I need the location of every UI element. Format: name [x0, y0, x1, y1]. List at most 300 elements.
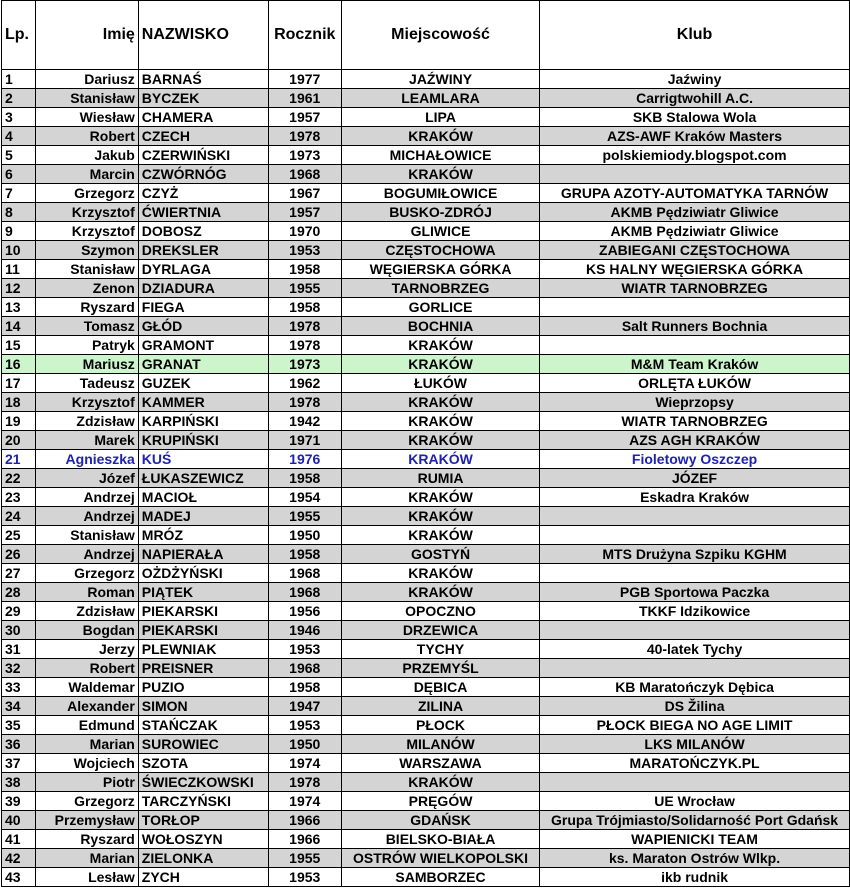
- cell-nazwisko: CZYŻ: [138, 184, 268, 203]
- table-row: [2, 564, 850, 583]
- cell-klub: Carrigtwohill A.C.: [540, 89, 850, 108]
- cell-rocznik: 1978: [268, 336, 341, 355]
- table-row: [2, 659, 850, 678]
- cell-rocznik: 1953: [268, 640, 341, 659]
- cell-lp: 18: [2, 393, 36, 412]
- cell-miejscowosc: WĘGIERSKA GÓRKA: [341, 260, 539, 279]
- table-row: [2, 811, 850, 830]
- cell-miejscowosc: GORLICE: [341, 298, 539, 317]
- cell-nazwisko: DYRLAGA: [138, 260, 268, 279]
- cell-nazwisko: PUZIO: [138, 678, 268, 697]
- cell-rocznik: 1978: [268, 317, 341, 336]
- cell-klub: KS HALNY WĘGIERSKA GÓRKA: [540, 260, 850, 279]
- cell-miejscowosc: KRAKÓW: [341, 393, 539, 412]
- cell-imie: Józef: [36, 469, 139, 488]
- cell-miejscowosc: KRAKÓW: [341, 165, 539, 184]
- cell-nazwisko: MACIOŁ: [138, 488, 268, 507]
- cell-lp: 1: [2, 70, 36, 89]
- cell-nazwisko: ŚWIECZKOWSKI: [138, 773, 268, 792]
- cell-rocznik: 1953: [268, 241, 341, 260]
- cell-imie: Wiesław: [36, 108, 139, 127]
- cell-lp: 24: [2, 507, 36, 526]
- cell-lp: 33: [2, 678, 36, 697]
- cell-nazwisko: TORŁOP: [138, 811, 268, 830]
- cell-rocznik: 1953: [268, 868, 341, 887]
- cell-nazwisko: DOBOSZ: [138, 222, 268, 241]
- cell-nazwisko: CZERWIŃSKI: [138, 146, 268, 165]
- cell-miejscowosc: MICHAŁOWICE: [341, 146, 539, 165]
- table-row: [2, 70, 850, 89]
- cell-miejscowosc: GLIWICE: [341, 222, 539, 241]
- header-klub: Klub: [540, 1, 850, 70]
- cell-miejscowosc: RUMIA: [341, 469, 539, 488]
- cell-rocznik: 1946: [268, 621, 341, 640]
- cell-imie: Robert: [36, 659, 139, 678]
- cell-imie: Grzegorz: [36, 792, 139, 811]
- table-row: [2, 450, 850, 469]
- cell-miejscowosc: BOGUMIŁOWICE: [341, 184, 539, 203]
- table-row: [2, 849, 850, 868]
- cell-klub: MARATOŃCZYK.PL: [540, 754, 850, 773]
- table-row: [2, 108, 850, 127]
- cell-rocznik: 1957: [268, 108, 341, 127]
- cell-imie: Bogdan: [36, 621, 139, 640]
- table-row: [2, 393, 850, 412]
- cell-lp: 11: [2, 260, 36, 279]
- cell-miejscowosc: KRAKÓW: [341, 526, 539, 545]
- table-row: [2, 868, 850, 887]
- cell-rocznik: 1955: [268, 279, 341, 298]
- cell-miejscowosc: KRAKÓW: [341, 564, 539, 583]
- cell-imie: Edmund: [36, 716, 139, 735]
- cell-lp: 13: [2, 298, 36, 317]
- cell-miejscowosc: KRAKÓW: [341, 507, 539, 526]
- table-row: [2, 735, 850, 754]
- cell-imie: Krzysztof: [36, 393, 139, 412]
- cell-lp: 21: [2, 450, 36, 469]
- cell-lp: 20: [2, 431, 36, 450]
- cell-lp: 37: [2, 754, 36, 773]
- cell-nazwisko: BARNAŚ: [138, 70, 268, 89]
- cell-nazwisko: STAŃCZAK: [138, 716, 268, 735]
- table-row: [2, 165, 850, 184]
- cell-miejscowosc: GDAŃSK: [341, 811, 539, 830]
- cell-rocznik: 1950: [268, 526, 341, 545]
- cell-miejscowosc: BUSKO-ZDRÓJ: [341, 203, 539, 222]
- cell-klub: M&M Team Kraków: [540, 355, 850, 374]
- cell-miejscowosc: TARNOBRZEG: [341, 279, 539, 298]
- cell-rocznik: 1950: [268, 735, 341, 754]
- cell-miejscowosc: OPOCZNO: [341, 602, 539, 621]
- cell-klub: WIATR TARNOBRZEG: [540, 279, 850, 298]
- cell-imie: Marian: [36, 849, 139, 868]
- table-row: [2, 374, 850, 393]
- table-row: [2, 469, 850, 488]
- cell-nazwisko: ĆWIERTNIA: [138, 203, 268, 222]
- cell-nazwisko: NAPIERAŁA: [138, 545, 268, 564]
- cell-klub: MTS Drużyna Szpiku KGHM: [540, 545, 850, 564]
- cell-klub: Fioletowy Oszczep: [540, 450, 850, 469]
- cell-rocznik: 1955: [268, 849, 341, 868]
- cell-rocznik: 1958: [268, 298, 341, 317]
- cell-rocznik: 1967: [268, 184, 341, 203]
- table-row: [2, 583, 850, 602]
- cell-lp: 14: [2, 317, 36, 336]
- cell-nazwisko: PIEKARSKI: [138, 602, 268, 621]
- cell-nazwisko: SUROWIEC: [138, 735, 268, 754]
- cell-imie: Piotr: [36, 773, 139, 792]
- cell-miejscowosc: ŁUKÓW: [341, 374, 539, 393]
- cell-nazwisko: ZYCH: [138, 868, 268, 887]
- cell-klub: GRUPA AZOTY-AUTOMATYKA TARNÓW: [540, 184, 850, 203]
- cell-klub: WIATR TARNOBRZEG: [540, 412, 850, 431]
- cell-lp: 31: [2, 640, 36, 659]
- cell-lp: 23: [2, 488, 36, 507]
- cell-nazwisko: ZIELONKA: [138, 849, 268, 868]
- cell-rocznik: 1974: [268, 754, 341, 773]
- cell-miejscowosc: CZĘSTOCHOWA: [341, 241, 539, 260]
- cell-imie: Andrzej: [36, 545, 139, 564]
- cell-lp: 35: [2, 716, 36, 735]
- cell-imie: Alexander: [36, 697, 139, 716]
- cell-lp: 40: [2, 811, 36, 830]
- table-row: [2, 773, 850, 792]
- cell-klub: DS Žilina: [540, 697, 850, 716]
- cell-imie: Stanisław: [36, 526, 139, 545]
- cell-rocznik: 1976: [268, 450, 341, 469]
- cell-miejscowosc: DRZEWICA: [341, 621, 539, 640]
- cell-miejscowosc: PŁOCK: [341, 716, 539, 735]
- cell-imie: Jerzy: [36, 640, 139, 659]
- table-row: [2, 431, 850, 450]
- cell-klub: PGB Sportowa Paczka: [540, 583, 850, 602]
- cell-rocznik: 1978: [268, 393, 341, 412]
- cell-rocznik: 1958: [268, 678, 341, 697]
- cell-miejscowosc: LEAMLARA: [341, 89, 539, 108]
- cell-lp: 4: [2, 127, 36, 146]
- cell-rocznik: 1942: [268, 412, 341, 431]
- cell-klub: PŁOCK BIEGA NO AGE LIMIT: [540, 716, 850, 735]
- table-row: [2, 146, 850, 165]
- cell-klub: [540, 659, 850, 678]
- cell-klub: AZS AGH KRAKÓW: [540, 431, 850, 450]
- cell-rocznik: 1968: [268, 165, 341, 184]
- cell-lp: 2: [2, 89, 36, 108]
- table-row: [2, 355, 850, 374]
- cell-nazwisko: GUZEK: [138, 374, 268, 393]
- cell-klub: Eskadra Kraków: [540, 488, 850, 507]
- table-row: [2, 792, 850, 811]
- cell-klub: [540, 526, 850, 545]
- cell-lp: 43: [2, 868, 36, 887]
- cell-miejscowosc: BIELSKO-BIAŁA: [341, 830, 539, 849]
- cell-miejscowosc: KRAKÓW: [341, 336, 539, 355]
- cell-lp: 42: [2, 849, 36, 868]
- cell-miejscowosc: KRAKÓW: [341, 431, 539, 450]
- cell-rocznik: 1966: [268, 811, 341, 830]
- cell-miejscowosc: BOCHNIA: [341, 317, 539, 336]
- cell-nazwisko: GRAMONT: [138, 336, 268, 355]
- cell-lp: 36: [2, 735, 36, 754]
- cell-lp: 25: [2, 526, 36, 545]
- cell-imie: Marcin: [36, 165, 139, 184]
- table-row: [2, 336, 850, 355]
- cell-imie: Zdzisław: [36, 412, 139, 431]
- cell-imie: Jakub: [36, 146, 139, 165]
- cell-miejscowosc: LIPA: [341, 108, 539, 127]
- cell-lp: 10: [2, 241, 36, 260]
- cell-rocznik: 1955: [268, 507, 341, 526]
- cell-miejscowosc: ZILINA: [341, 697, 539, 716]
- cell-miejscowosc: GOSTYŃ: [341, 545, 539, 564]
- participants-table: [1, 0, 850, 887]
- cell-klub: [540, 621, 850, 640]
- cell-lp: 16: [2, 355, 36, 374]
- cell-klub: Salt Runners Bochnia: [540, 317, 850, 336]
- header-row: [2, 1, 850, 70]
- cell-nazwisko: SIMON: [138, 697, 268, 716]
- cell-imie: Agnieszka: [36, 450, 139, 469]
- cell-rocznik: 1966: [268, 830, 341, 849]
- cell-imie: Stanisław: [36, 260, 139, 279]
- cell-rocznik: 1978: [268, 127, 341, 146]
- cell-nazwisko: GŁÓD: [138, 317, 268, 336]
- table-row: [2, 241, 850, 260]
- cell-nazwisko: PLEWNIAK: [138, 640, 268, 659]
- cell-imie: Andrzej: [36, 507, 139, 526]
- cell-imie: Ryszard: [36, 830, 139, 849]
- cell-rocznik: 1956: [268, 602, 341, 621]
- cell-klub: KB Maratończyk Dębica: [540, 678, 850, 697]
- cell-miejscowosc: TYCHY: [341, 640, 539, 659]
- table-row: [2, 279, 850, 298]
- cell-imie: Grzegorz: [36, 564, 139, 583]
- cell-imie: Szymon: [36, 241, 139, 260]
- cell-lp: 27: [2, 564, 36, 583]
- cell-miejscowosc: JAŹWINY: [341, 70, 539, 89]
- cell-lp: 28: [2, 583, 36, 602]
- cell-nazwisko: TARCZYŃSKI: [138, 792, 268, 811]
- table-row: [2, 488, 850, 507]
- table-row: [2, 697, 850, 716]
- cell-rocznik: 1973: [268, 355, 341, 374]
- cell-rocznik: 1977: [268, 70, 341, 89]
- cell-imie: Ryszard: [36, 298, 139, 317]
- cell-imie: Zdzisław: [36, 602, 139, 621]
- cell-rocznik: 1962: [268, 374, 341, 393]
- table-row: [2, 526, 850, 545]
- cell-lp: 9: [2, 222, 36, 241]
- header-imie: Imię: [36, 1, 139, 70]
- table-row: [2, 89, 850, 108]
- cell-lp: 15: [2, 336, 36, 355]
- cell-miejscowosc: KRAKÓW: [341, 412, 539, 431]
- table-row: [2, 184, 850, 203]
- cell-imie: Grzegorz: [36, 184, 139, 203]
- cell-miejscowosc: MILANÓW: [341, 735, 539, 754]
- cell-rocznik: 1961: [268, 89, 341, 108]
- cell-rocznik: 1970: [268, 222, 341, 241]
- cell-lp: 34: [2, 697, 36, 716]
- cell-lp: 22: [2, 469, 36, 488]
- cell-klub: ikb rudnik: [540, 868, 850, 887]
- cell-miejscowosc: KRAKÓW: [341, 355, 539, 374]
- cell-klub: SKB Stalowa Wola: [540, 108, 850, 127]
- cell-nazwisko: MADEJ: [138, 507, 268, 526]
- cell-nazwisko: KRUPIŃSKI: [138, 431, 268, 450]
- table-row: [2, 545, 850, 564]
- cell-rocznik: 1968: [268, 583, 341, 602]
- table-row: [2, 412, 850, 431]
- cell-klub: UE Wrocław: [540, 792, 850, 811]
- cell-miejscowosc: KRAKÓW: [341, 127, 539, 146]
- cell-miejscowosc: KRAKÓW: [341, 583, 539, 602]
- cell-klub: Jaźwiny: [540, 70, 850, 89]
- cell-lp: 17: [2, 374, 36, 393]
- cell-klub: polskiemiody.blogspot.com: [540, 146, 850, 165]
- cell-lp: 3: [2, 108, 36, 127]
- cell-klub: WAPIENICKI TEAM: [540, 830, 850, 849]
- cell-imie: Dariusz: [36, 70, 139, 89]
- cell-miejscowosc: WARSZAWA: [341, 754, 539, 773]
- cell-klub: [540, 336, 850, 355]
- cell-lp: 32: [2, 659, 36, 678]
- cell-rocznik: 1958: [268, 260, 341, 279]
- cell-imie: Tadeusz: [36, 374, 139, 393]
- cell-imie: Krzysztof: [36, 222, 139, 241]
- cell-imie: Mariusz: [36, 355, 139, 374]
- table-row: [2, 317, 850, 336]
- table-row: [2, 602, 850, 621]
- cell-klub: ZABIEGANI CZĘSTOCHOWA: [540, 241, 850, 260]
- cell-lp: 8: [2, 203, 36, 222]
- cell-klub: AKMB Pędziwiatr Gliwice: [540, 222, 850, 241]
- cell-nazwisko: PIĄTEK: [138, 583, 268, 602]
- cell-nazwisko: WOŁOSZYN: [138, 830, 268, 849]
- cell-rocznik: 1958: [268, 469, 341, 488]
- table-row: [2, 127, 850, 146]
- cell-klub: [540, 507, 850, 526]
- cell-lp: 38: [2, 773, 36, 792]
- cell-nazwisko: OŻDŻYŃSKI: [138, 564, 268, 583]
- cell-klub: TKKF Idzikowice: [540, 602, 850, 621]
- cell-imie: Tomasz: [36, 317, 139, 336]
- cell-nazwisko: DREKSLER: [138, 241, 268, 260]
- cell-miejscowosc: KRAKÓW: [341, 450, 539, 469]
- cell-rocznik: 1953: [268, 716, 341, 735]
- cell-nazwisko: CZECH: [138, 127, 268, 146]
- cell-nazwisko: KARPIŃSKI: [138, 412, 268, 431]
- cell-klub: ks. Maraton Ostrów Wlkp.: [540, 849, 850, 868]
- cell-rocznik: 1968: [268, 659, 341, 678]
- cell-miejscowosc: KRAKÓW: [341, 773, 539, 792]
- table-row: [2, 716, 850, 735]
- cell-klub: JÓZEF: [540, 469, 850, 488]
- table-row: [2, 260, 850, 279]
- cell-nazwisko: KAMMER: [138, 393, 268, 412]
- header-rocznik: Rocznik: [268, 1, 341, 70]
- cell-nazwisko: FIEGA: [138, 298, 268, 317]
- cell-imie: Przemysław: [36, 811, 139, 830]
- header-lp: Lp.: [2, 1, 36, 70]
- cell-miejscowosc: PRĘGÓW: [341, 792, 539, 811]
- cell-klub: [540, 165, 850, 184]
- cell-rocznik: 1954: [268, 488, 341, 507]
- header-nazwisko: NAZWISKO: [138, 1, 268, 70]
- cell-klub: [540, 773, 850, 792]
- table-row: [2, 678, 850, 697]
- header-miejscowosc: Miejscowość: [341, 1, 539, 70]
- cell-klub: 40-latek Tychy: [540, 640, 850, 659]
- table-row: [2, 640, 850, 659]
- table-row: [2, 222, 850, 241]
- table-row: [2, 621, 850, 640]
- cell-miejscowosc: OSTRÓW WIELKOPOLSKI: [341, 849, 539, 868]
- cell-klub: LKS MILANÓW: [540, 735, 850, 754]
- cell-klub: Grupa Trójmiasto/Solidarność Port Gdańsk: [540, 811, 850, 830]
- cell-klub: AZS-AWF Kraków Masters: [540, 127, 850, 146]
- cell-rocznik: 1978: [268, 773, 341, 792]
- cell-lp: 7: [2, 184, 36, 203]
- table-row: [2, 298, 850, 317]
- cell-imie: Patryk: [36, 336, 139, 355]
- cell-nazwisko: KUŚ: [138, 450, 268, 469]
- cell-klub: AKMB Pędziwiatr Gliwice: [540, 203, 850, 222]
- cell-imie: Marian: [36, 735, 139, 754]
- cell-nazwisko: DZIADURA: [138, 279, 268, 298]
- cell-imie: Robert: [36, 127, 139, 146]
- cell-lp: 30: [2, 621, 36, 640]
- table-row: [2, 203, 850, 222]
- cell-imie: Waldemar: [36, 678, 139, 697]
- cell-imie: Lesław: [36, 868, 139, 887]
- cell-nazwisko: BYCZEK: [138, 89, 268, 108]
- cell-nazwisko: PIEKARSKI: [138, 621, 268, 640]
- cell-rocznik: 1973: [268, 146, 341, 165]
- table-row: [2, 754, 850, 773]
- cell-nazwisko: SZOTA: [138, 754, 268, 773]
- table-row: [2, 507, 850, 526]
- cell-rocznik: 1958: [268, 545, 341, 564]
- cell-lp: 19: [2, 412, 36, 431]
- cell-miejscowosc: SAMBORZEC: [341, 868, 539, 887]
- cell-imie: Marek: [36, 431, 139, 450]
- cell-rocznik: 1947: [268, 697, 341, 716]
- cell-lp: 5: [2, 146, 36, 165]
- cell-lp: 29: [2, 602, 36, 621]
- cell-klub: [540, 564, 850, 583]
- cell-nazwisko: GRANAT: [138, 355, 268, 374]
- cell-lp: 39: [2, 792, 36, 811]
- cell-imie: Zenon: [36, 279, 139, 298]
- table-row: [2, 830, 850, 849]
- cell-nazwisko: MRÓZ: [138, 526, 268, 545]
- cell-imie: Wojciech: [36, 754, 139, 773]
- cell-nazwisko: CZWÓRNÓG: [138, 165, 268, 184]
- cell-rocznik: 1971: [268, 431, 341, 450]
- cell-nazwisko: ŁUKASZEWICZ: [138, 469, 268, 488]
- cell-nazwisko: CHAMERA: [138, 108, 268, 127]
- cell-klub: Wieprzopsy: [540, 393, 850, 412]
- cell-imie: Stanisław: [36, 89, 139, 108]
- cell-rocznik: 1974: [268, 792, 341, 811]
- cell-klub: ORLĘTA ŁUKÓW: [540, 374, 850, 393]
- cell-rocznik: 1957: [268, 203, 341, 222]
- cell-klub: [540, 298, 850, 317]
- cell-miejscowosc: PRZEMYŚL: [341, 659, 539, 678]
- cell-miejscowosc: KRAKÓW: [341, 488, 539, 507]
- cell-imie: Roman: [36, 583, 139, 602]
